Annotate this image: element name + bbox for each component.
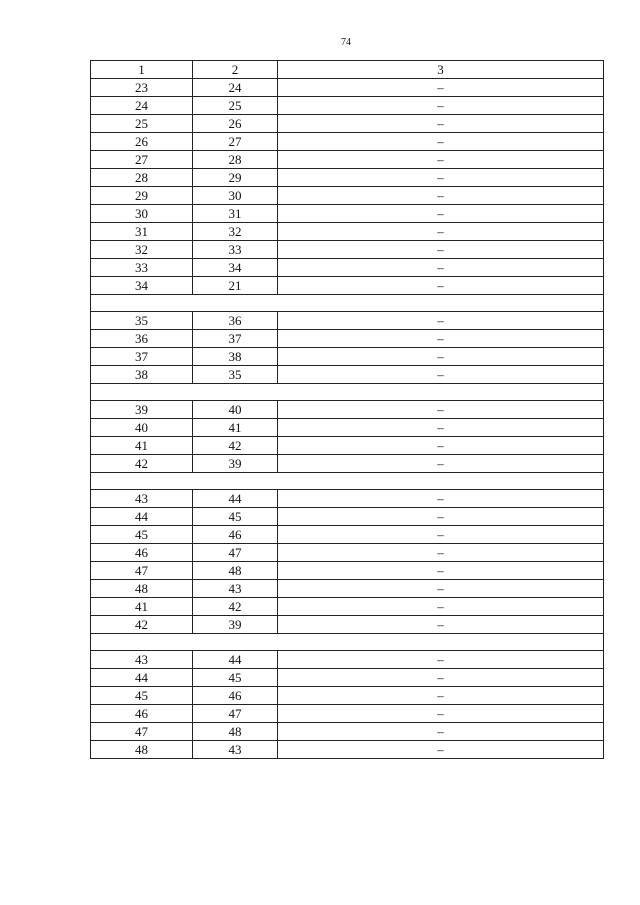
section-separator-row bbox=[91, 384, 604, 401]
table-cell-col-1: 44 bbox=[91, 508, 193, 526]
table-cell-col-1: 25 bbox=[91, 115, 193, 133]
table-cell-col-2: 24 bbox=[193, 79, 278, 97]
table-cell-col-1: 41 bbox=[91, 598, 193, 616]
table-cell-col-2: 25 bbox=[193, 97, 278, 115]
table-cell-col-2: 40 bbox=[193, 401, 278, 419]
table-cell-col-2: 28 bbox=[193, 151, 278, 169]
table-cell-col-1: 29 bbox=[91, 187, 193, 205]
table-cell-col-3: – bbox=[278, 187, 604, 205]
table-row bbox=[91, 133, 604, 151]
table-row bbox=[91, 366, 604, 384]
table-cell-col-3: – bbox=[278, 723, 604, 741]
table-cell-col-2: 29 bbox=[193, 169, 278, 187]
table-row bbox=[91, 687, 604, 705]
table-row bbox=[91, 223, 604, 241]
table-row bbox=[91, 616, 604, 634]
table-cell-col-2: 21 bbox=[193, 277, 278, 295]
section-separator-cell bbox=[91, 384, 604, 401]
table-cell-col-3: – bbox=[278, 205, 604, 223]
table-cell-col-1: 45 bbox=[91, 526, 193, 544]
table-row bbox=[91, 205, 604, 223]
table-cell-col-2: 48 bbox=[193, 562, 278, 580]
table-row bbox=[91, 526, 604, 544]
table-cell-col-3: – bbox=[278, 277, 604, 295]
table-cell-col-3: – bbox=[278, 687, 604, 705]
table-cell-col-2: 32 bbox=[193, 223, 278, 241]
table-row bbox=[91, 669, 604, 687]
header-cell-1: 1 bbox=[91, 61, 193, 79]
table-body bbox=[91, 79, 604, 759]
section-separator-cell bbox=[91, 634, 604, 651]
table-cell-col-3: – bbox=[278, 348, 604, 366]
table-row bbox=[91, 348, 604, 366]
table-cell-col-3: – bbox=[278, 366, 604, 384]
table-cell-col-1: 26 bbox=[91, 133, 193, 151]
table-cell-col-1: 47 bbox=[91, 562, 193, 580]
table-cell-col-2: 47 bbox=[193, 544, 278, 562]
table-cell-col-2: 35 bbox=[193, 366, 278, 384]
table-cell-col-1: 33 bbox=[91, 259, 193, 277]
table-row bbox=[91, 169, 604, 187]
table-cell-col-3: – bbox=[278, 115, 604, 133]
table-row bbox=[91, 562, 604, 580]
table-cell-col-3: – bbox=[278, 241, 604, 259]
table-row bbox=[91, 580, 604, 598]
table-row bbox=[91, 723, 604, 741]
table-cell-col-2: 45 bbox=[193, 669, 278, 687]
table-row bbox=[91, 419, 604, 437]
table-cell-col-3: – bbox=[278, 705, 604, 723]
table-cell-col-2: 44 bbox=[193, 651, 278, 669]
table-cell-col-3: – bbox=[278, 79, 604, 97]
table-cell-col-3: – bbox=[278, 169, 604, 187]
table-cell-col-3: – bbox=[278, 401, 604, 419]
table-cell-col-1: 48 bbox=[91, 580, 193, 598]
table-cell-col-3: – bbox=[278, 741, 604, 759]
table-cell-col-1: 44 bbox=[91, 669, 193, 687]
table-cell-col-1: 30 bbox=[91, 205, 193, 223]
section-separator-row bbox=[91, 295, 604, 312]
table-cell-col-3: – bbox=[278, 455, 604, 473]
table-cell-col-1: 46 bbox=[91, 544, 193, 562]
table-cell-col-2: 26 bbox=[193, 115, 278, 133]
table-cell-col-3: – bbox=[278, 562, 604, 580]
table-cell-col-1: 43 bbox=[91, 490, 193, 508]
data-table bbox=[90, 60, 604, 759]
table-cell-col-2: 37 bbox=[193, 330, 278, 348]
table-row bbox=[91, 259, 604, 277]
table-cell-col-3: – bbox=[278, 330, 604, 348]
table-row bbox=[91, 437, 604, 455]
table-cell-col-3: – bbox=[278, 437, 604, 455]
table-row bbox=[91, 97, 604, 115]
table-row bbox=[91, 277, 604, 295]
table-cell-col-1: 38 bbox=[91, 366, 193, 384]
table-row bbox=[91, 115, 604, 133]
table-cell-col-1: 39 bbox=[91, 401, 193, 419]
table-cell-col-3: – bbox=[278, 490, 604, 508]
section-separator-cell bbox=[91, 295, 604, 312]
table-cell-col-2: 36 bbox=[193, 312, 278, 330]
table-cell-col-2: 46 bbox=[193, 687, 278, 705]
table-cell-col-3: – bbox=[278, 651, 604, 669]
table-cell-col-1: 27 bbox=[91, 151, 193, 169]
table-cell-col-2: 39 bbox=[193, 455, 278, 473]
table-row bbox=[91, 330, 604, 348]
table-cell-col-3: – bbox=[278, 669, 604, 687]
table-cell-col-1: 31 bbox=[91, 223, 193, 241]
table-header bbox=[91, 61, 604, 79]
table-row bbox=[91, 705, 604, 723]
table-row bbox=[91, 401, 604, 419]
table-cell-col-2: 43 bbox=[193, 580, 278, 598]
table-cell-col-2: 48 bbox=[193, 723, 278, 741]
table-row bbox=[91, 741, 604, 759]
table-row bbox=[91, 79, 604, 97]
table-cell-col-2: 38 bbox=[193, 348, 278, 366]
table-cell-col-1: 28 bbox=[91, 169, 193, 187]
table-cell-col-3: – bbox=[278, 598, 604, 616]
table-row bbox=[91, 544, 604, 562]
table-row bbox=[91, 187, 604, 205]
table-cell-col-1: 46 bbox=[91, 705, 193, 723]
table-row bbox=[91, 651, 604, 669]
table-cell-col-2: 33 bbox=[193, 241, 278, 259]
table-cell-col-2: 45 bbox=[193, 508, 278, 526]
table-cell-col-1: 23 bbox=[91, 79, 193, 97]
table-row bbox=[91, 508, 604, 526]
table-cell-col-3: – bbox=[278, 151, 604, 169]
table-cell-col-3: – bbox=[278, 526, 604, 544]
table-cell-col-3: – bbox=[278, 223, 604, 241]
table-cell-col-2: 46 bbox=[193, 526, 278, 544]
table-cell-col-3: – bbox=[278, 616, 604, 634]
table-row bbox=[91, 490, 604, 508]
table-cell-col-3: – bbox=[278, 133, 604, 151]
table-cell-col-2: 42 bbox=[193, 598, 278, 616]
table-cell-col-1: 35 bbox=[91, 312, 193, 330]
table-row bbox=[91, 151, 604, 169]
table-cell-col-3: – bbox=[278, 508, 604, 526]
section-separator-cell bbox=[91, 473, 604, 490]
table-cell-col-2: 43 bbox=[193, 741, 278, 759]
table-cell-col-1: 32 bbox=[91, 241, 193, 259]
table-cell-col-1: 48 bbox=[91, 741, 193, 759]
table-cell-col-3: – bbox=[278, 580, 604, 598]
table-row bbox=[91, 312, 604, 330]
table-cell-col-1: 37 bbox=[91, 348, 193, 366]
table-cell-col-2: 41 bbox=[193, 419, 278, 437]
table-cell-col-1: 42 bbox=[91, 616, 193, 634]
table-cell-col-2: 42 bbox=[193, 437, 278, 455]
table-cell-col-3: – bbox=[278, 259, 604, 277]
table-cell-col-2: 27 bbox=[193, 133, 278, 151]
table-cell-col-1: 34 bbox=[91, 277, 193, 295]
table-row bbox=[91, 598, 604, 616]
header-cell-2: 2 bbox=[193, 61, 278, 79]
table-cell-col-1: 24 bbox=[91, 97, 193, 115]
table-cell-col-2: 47 bbox=[193, 705, 278, 723]
header-cell-3: 3 bbox=[278, 61, 604, 79]
table-cell-col-1: 40 bbox=[91, 419, 193, 437]
section-separator-row bbox=[91, 473, 604, 490]
table-cell-col-2: 30 bbox=[193, 187, 278, 205]
table-row bbox=[91, 241, 604, 259]
table-cell-col-1: 41 bbox=[91, 437, 193, 455]
table-cell-col-2: 31 bbox=[193, 205, 278, 223]
table-cell-col-1: 45 bbox=[91, 687, 193, 705]
section-separator-row bbox=[91, 634, 604, 651]
table-cell-col-1: 47 bbox=[91, 723, 193, 741]
table-cell-col-2: 44 bbox=[193, 490, 278, 508]
table-cell-col-3: – bbox=[278, 419, 604, 437]
page-number: 74 bbox=[341, 37, 351, 48]
header-row bbox=[91, 61, 604, 79]
table-cell-col-3: – bbox=[278, 97, 604, 115]
table-cell-col-3: – bbox=[278, 312, 604, 330]
table-cell-col-2: 34 bbox=[193, 259, 278, 277]
table-cell-col-2: 39 bbox=[193, 616, 278, 634]
table-row bbox=[91, 455, 604, 473]
table-cell-col-1: 42 bbox=[91, 455, 193, 473]
table-cell-col-3: – bbox=[278, 544, 604, 562]
table-cell-col-1: 36 bbox=[91, 330, 193, 348]
table-cell-col-1: 43 bbox=[91, 651, 193, 669]
